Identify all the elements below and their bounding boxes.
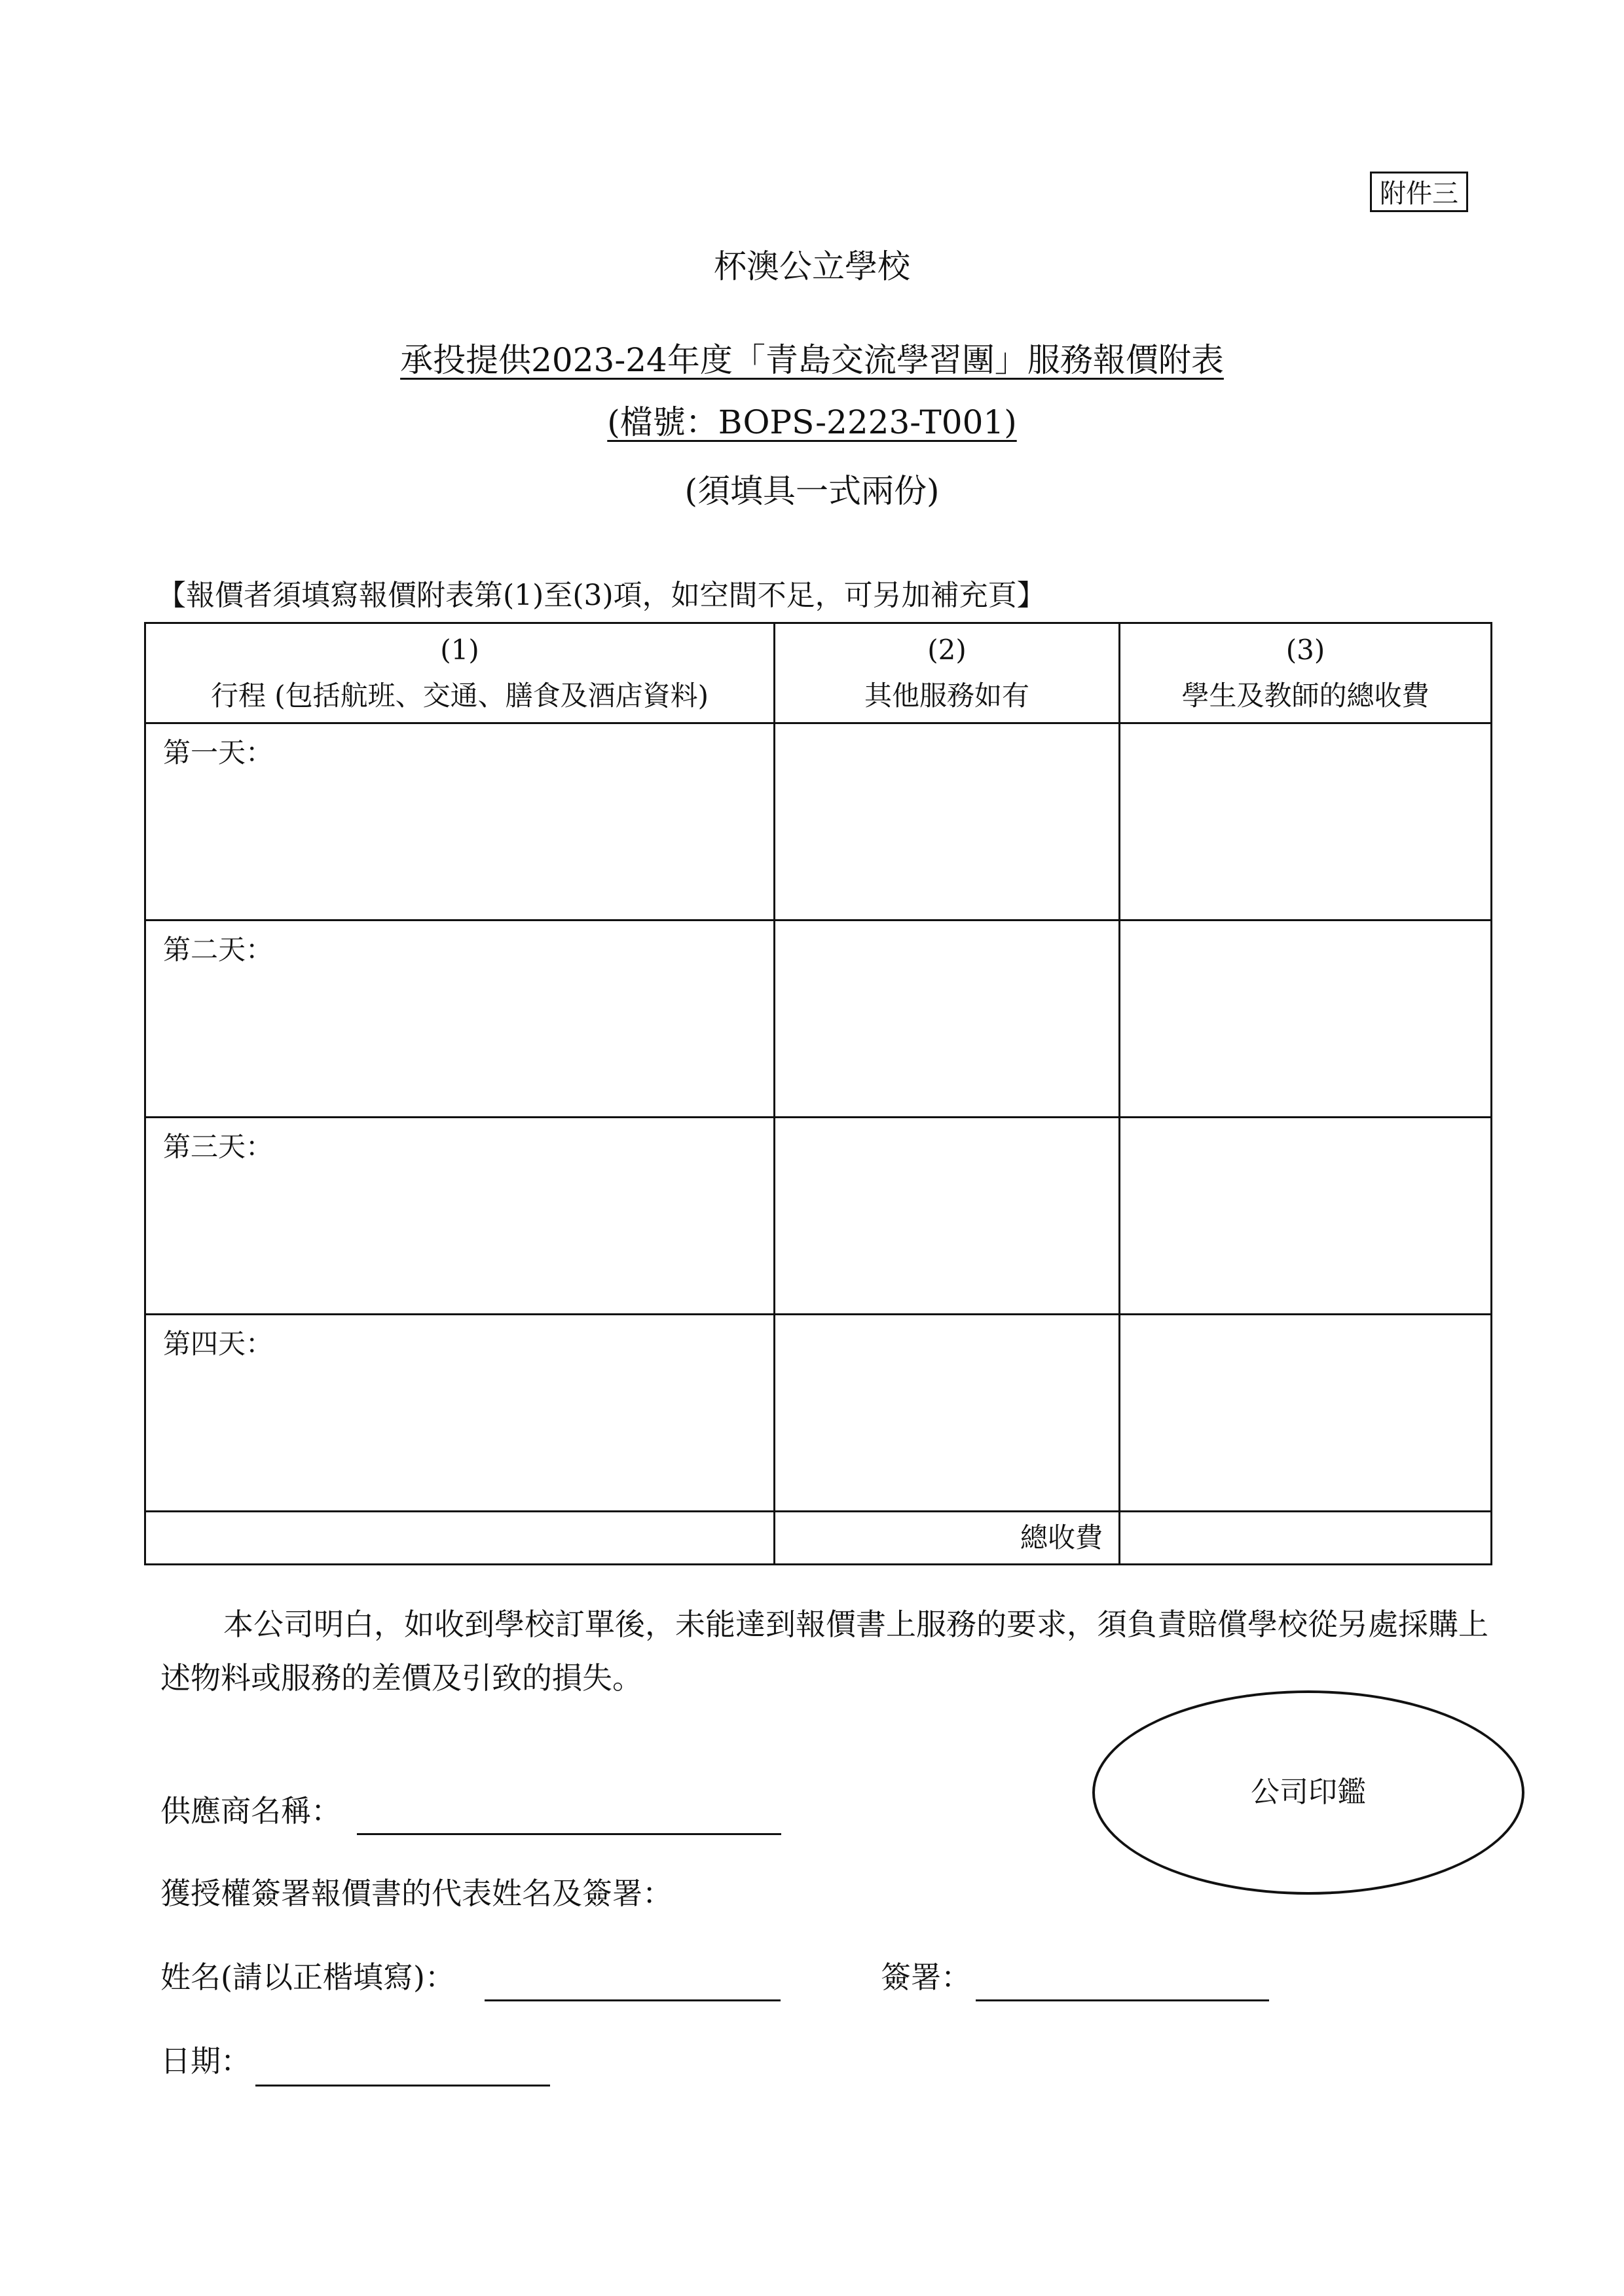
day-label: 第三天： xyxy=(163,1131,274,1163)
column-label: 學生及教師的總收費 xyxy=(1181,680,1430,712)
day-label: 第二天： xyxy=(163,934,274,966)
column-header-total-fee xyxy=(1120,623,1492,723)
total-fee-cell[interactable] xyxy=(1120,920,1492,1118)
itinerary-cell[interactable] xyxy=(145,723,775,920)
other-services-cell[interactable] xyxy=(775,920,1120,1118)
total-fee-cell[interactable] xyxy=(1120,723,1492,920)
instruction-text: 【報價者須填寫報價附表第(1)至(3)項，如空間不足，可另加補充頁】 xyxy=(157,579,1046,612)
column-label: 行程 (包括航班、交通、膳食及酒店資料) xyxy=(210,680,709,712)
itinerary-cell[interactable] xyxy=(145,1315,775,1512)
total-amount-cell[interactable] xyxy=(1120,1512,1492,1565)
file-reference-text: (檔號：BOPS-2223-T001) xyxy=(607,403,1017,441)
other-services-cell[interactable] xyxy=(775,1118,1120,1315)
table-row xyxy=(145,1315,1492,1512)
authorized-rep-label: 獲授權簽署報價書的代表姓名及簽署： xyxy=(160,1876,673,1911)
school-name: 杯澳公立學校 xyxy=(714,247,910,285)
column-number: (2) xyxy=(927,634,967,666)
file-reference xyxy=(0,399,1624,445)
annex-label: 附件三 xyxy=(1370,172,1468,212)
document-title xyxy=(0,337,1624,383)
name-field[interactable] xyxy=(485,1999,781,2001)
signature-label: 簽署： xyxy=(881,1959,971,1995)
table-row xyxy=(145,723,1492,920)
copies-note: (須填具一式兩份) xyxy=(684,472,940,510)
itinerary-cell[interactable] xyxy=(145,920,775,1118)
table-header-row xyxy=(145,623,1492,723)
quotation-table xyxy=(144,622,1492,1565)
supplier-name-label: 供應商名稱： xyxy=(160,1793,341,1829)
column-label: 其他服務如有 xyxy=(864,680,1029,712)
total-label: 總收費 xyxy=(1020,1522,1103,1554)
date-label: 日期： xyxy=(160,2043,251,2079)
declaration-text: 本公司明白，如收到學校訂單後，未能達到報價書上服務的要求，須負責賠償學校從另處採購上述物料或服務的差價及引致的損失。 xyxy=(160,1607,1488,1696)
total-label-cell xyxy=(775,1512,1120,1565)
other-services-cell[interactable] xyxy=(775,1315,1120,1512)
document-title-text: 承投提供2023-24年度「青島交流學習團」服務報價附表 xyxy=(400,341,1224,379)
name-label: 姓名(請以正楷填寫)： xyxy=(160,1959,455,1995)
total-fee-cell[interactable] xyxy=(1120,1118,1492,1315)
total-row-empty-cell xyxy=(145,1512,775,1565)
signature-field[interactable] xyxy=(976,1999,1269,2001)
day-label: 第一天： xyxy=(163,737,274,769)
total-row xyxy=(145,1512,1492,1565)
total-fee-cell[interactable] xyxy=(1120,1315,1492,1512)
day-label: 第四天： xyxy=(163,1328,274,1360)
column-number: (1) xyxy=(440,634,479,666)
column-header-itinerary xyxy=(145,623,775,723)
column-header-other-services xyxy=(775,623,1120,723)
column-number: (3) xyxy=(1285,634,1325,666)
itinerary-cell[interactable] xyxy=(145,1118,775,1315)
table-row xyxy=(145,1118,1492,1315)
date-field[interactable] xyxy=(255,2085,550,2086)
other-services-cell[interactable] xyxy=(775,723,1120,920)
supplier-name-field[interactable] xyxy=(357,1833,781,1835)
company-seal-label: 公司印鑑 xyxy=(1251,1776,1366,1809)
table-row xyxy=(145,920,1492,1118)
